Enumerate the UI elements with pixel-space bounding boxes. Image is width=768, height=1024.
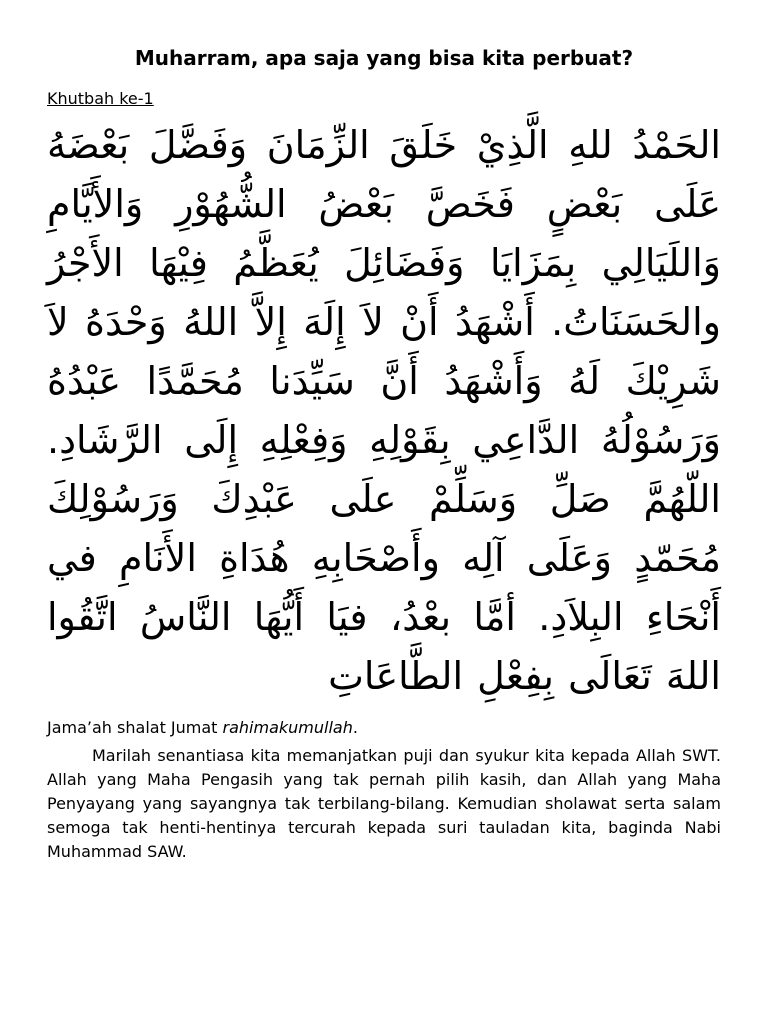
khutbah-heading: Khutbah ke-1 — [47, 89, 154, 108]
body-paragraph: Marilah senantiasa kita memanjatkan puji dan syukur kita kepada Allah SWT. Allah yang Maha Pengasih yang tak pernah pilih kasih, dan Allah yang Maha Penyayang yang sayangnya tak terbilang-bilang. Kemudian sholawat serta salam semoga tak henti-hentinya tercurah kepada suri tauladan kita, baginda Nabi Muhammad SAW. — [47, 746, 721, 861]
page-title: Muharram, apa saja yang bisa kita perbuat? — [134, 46, 634, 70]
arabic-opening-text: الحَمْدُ للهِ الَّذِيْ خَلَقَ الزِّمَانَ وَفَضَّلَ بَعْضَهُ عَلَى بَعْضٍ فَخَصَّ بَعْضُ الشُّهُوْرِ وَالأَيَّامِ وَاللَيَالِي بِمَزَايَا وَفَضَائِلَ يُعَظَّمُ فِيْهَا الأَجْرُ والحَسَنَاتُ. أَشْهَدُ أَنْ لاَ إِلَهَ إِلاَّ اللهُ وَحْدَهُ لاَ شَرِيْكَ لَهُ وَأَشْهَدُ أَنَّ سَيِّدَنا مُحَمَّدًا عَبْدُهُ وَرَسُوْلُهُ الدَّاعِي بِقَوْلِهِ وَفِعْلِهِ إِلَى الرَّشَادِ. اللّهُمَّ صَلِّ وَسَلِّمْ علَى عَبْدِكَ وَرَسُوْلِكَ مُحَمّدٍ وَعَلَى آلِه وأَصْحَابِهِ هُدَاةِ الأَنَامِ في أَنْحَاءِ البِلاَدِ. أمَّا بعْدُ، فيَا أَيُّهَا النَّاسُ اتَّقُوا اللهَ تَعَالَى بِفِعْلِ الطَّاعَاتِ — [47, 123, 721, 698]
greeting-punctuation: . — [352, 718, 358, 737]
greeting-line — [47, 716, 721, 740]
greeting-text: Jama’ah shalat Jumat — [47, 718, 223, 737]
greeting-italic-text: rahimakumullah — [222, 718, 353, 737]
